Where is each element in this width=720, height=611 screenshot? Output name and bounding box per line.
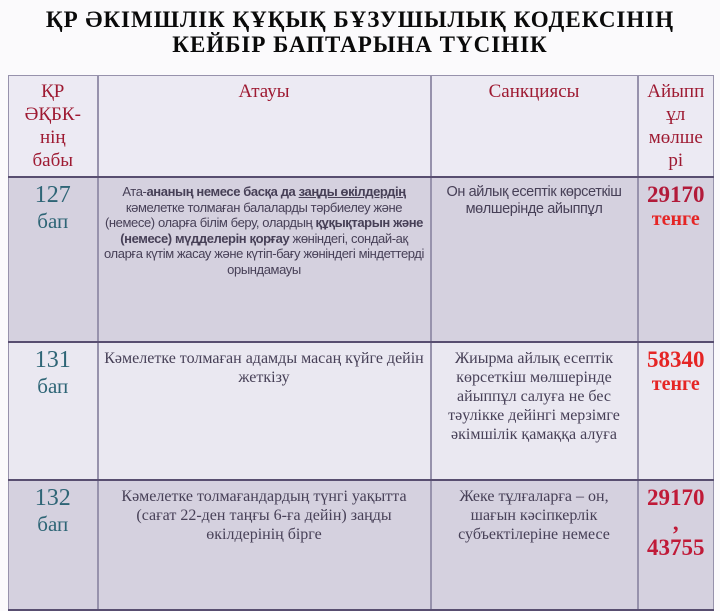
article-cell bbox=[9, 480, 98, 610]
fine-currency-label: тенге bbox=[651, 373, 700, 395]
sanction-cell: Он айлық есептік көрсеткіш мөлшерінде айыппұл bbox=[431, 177, 638, 342]
table-row-article-132 bbox=[9, 480, 714, 610]
fine-amount-value: 58340 bbox=[647, 347, 705, 372]
article-name-cell bbox=[98, 342, 431, 480]
sanction-cell: Жеке тұлғаларға – он, шағын кәсіпкерлік субъектілеріне немесе bbox=[431, 480, 638, 610]
sanction-cell: Жиырма айлық есептік көрсеткіш мөлшерінде айыппұл салуға не бес тәулікке дейінгі мерзімге әкімшілік қамаққа алуға bbox=[431, 342, 638, 480]
fine-amount-cell bbox=[638, 480, 714, 610]
codex-articles-table bbox=[8, 75, 714, 611]
header-fine-column: Айыппұл мөлшері bbox=[638, 76, 714, 178]
article-number: 127 bbox=[34, 182, 71, 208]
article-name-cell bbox=[98, 177, 431, 342]
article-name-segment: Кәмелетке толмағандардың түнгі уақытта (сағат 22-ден таңғы 6-ға дейін) заңды өкілдерінің бірге bbox=[121, 488, 407, 543]
fine-amount-value: , bbox=[672, 510, 679, 535]
article-label: бап bbox=[37, 209, 69, 233]
article-name-segment: Кәмелетке толмаған адамды масаң күйге дейін жеткізу bbox=[104, 350, 424, 386]
article-name-segment: кәмелетке толмаған балаларды тәрбиелеу және (немесе) оларға білім беру, олардың bbox=[104, 199, 403, 230]
article-number: 131 bbox=[34, 347, 71, 373]
article-name-segment: Ата- bbox=[122, 184, 147, 199]
article-label: бап bbox=[37, 374, 69, 398]
fine-amount-cell bbox=[638, 342, 714, 480]
article-cell bbox=[9, 342, 98, 480]
slide-title-line2: КЕЙБІР БАПТАРЫНА ТҮСІНІК bbox=[172, 32, 548, 57]
slide-title bbox=[0, 0, 720, 57]
table-header-row bbox=[9, 76, 714, 178]
fine-amount-value: 29170 bbox=[647, 182, 705, 207]
header-name-column: Атауы bbox=[98, 76, 431, 178]
table-row-article-131 bbox=[9, 342, 714, 480]
header-sanction-column: Санкциясы bbox=[431, 76, 638, 178]
header-article-column: ҚР ӘҚБК-нің бабы bbox=[9, 76, 98, 178]
article-cell bbox=[9, 177, 98, 342]
article-name-segment: заңды өкілдердің bbox=[298, 184, 406, 199]
article-name-segment: жөніндегі, сондай-ақ оларға күтім жасау және күтіп-бағу жөніндегі міндеттерді орындамауы bbox=[104, 230, 424, 277]
article-name-cell bbox=[98, 480, 431, 610]
article-name-segment: құқықтарын және (немесе) мүдделерін қорғау bbox=[120, 215, 424, 246]
table-row-article-127 bbox=[9, 177, 714, 342]
article-label: бап bbox=[37, 512, 69, 536]
slide-title-line1: ҚР ӘКІМШЛІК ҚҰҚЫҚ БҰЗУШЫЛЫҚ КОДЕКСІНІҢ bbox=[45, 7, 675, 32]
fine-amount-cell bbox=[638, 177, 714, 342]
fine-currency-label: тенге bbox=[651, 208, 700, 230]
article-number: 132 bbox=[34, 485, 71, 511]
fine-amount-value: 29170 bbox=[647, 485, 705, 510]
table-body bbox=[9, 177, 714, 610]
fine-amount-value: 43755 bbox=[647, 535, 705, 560]
article-name-segment: ананың немесе басқа да bbox=[146, 184, 299, 199]
